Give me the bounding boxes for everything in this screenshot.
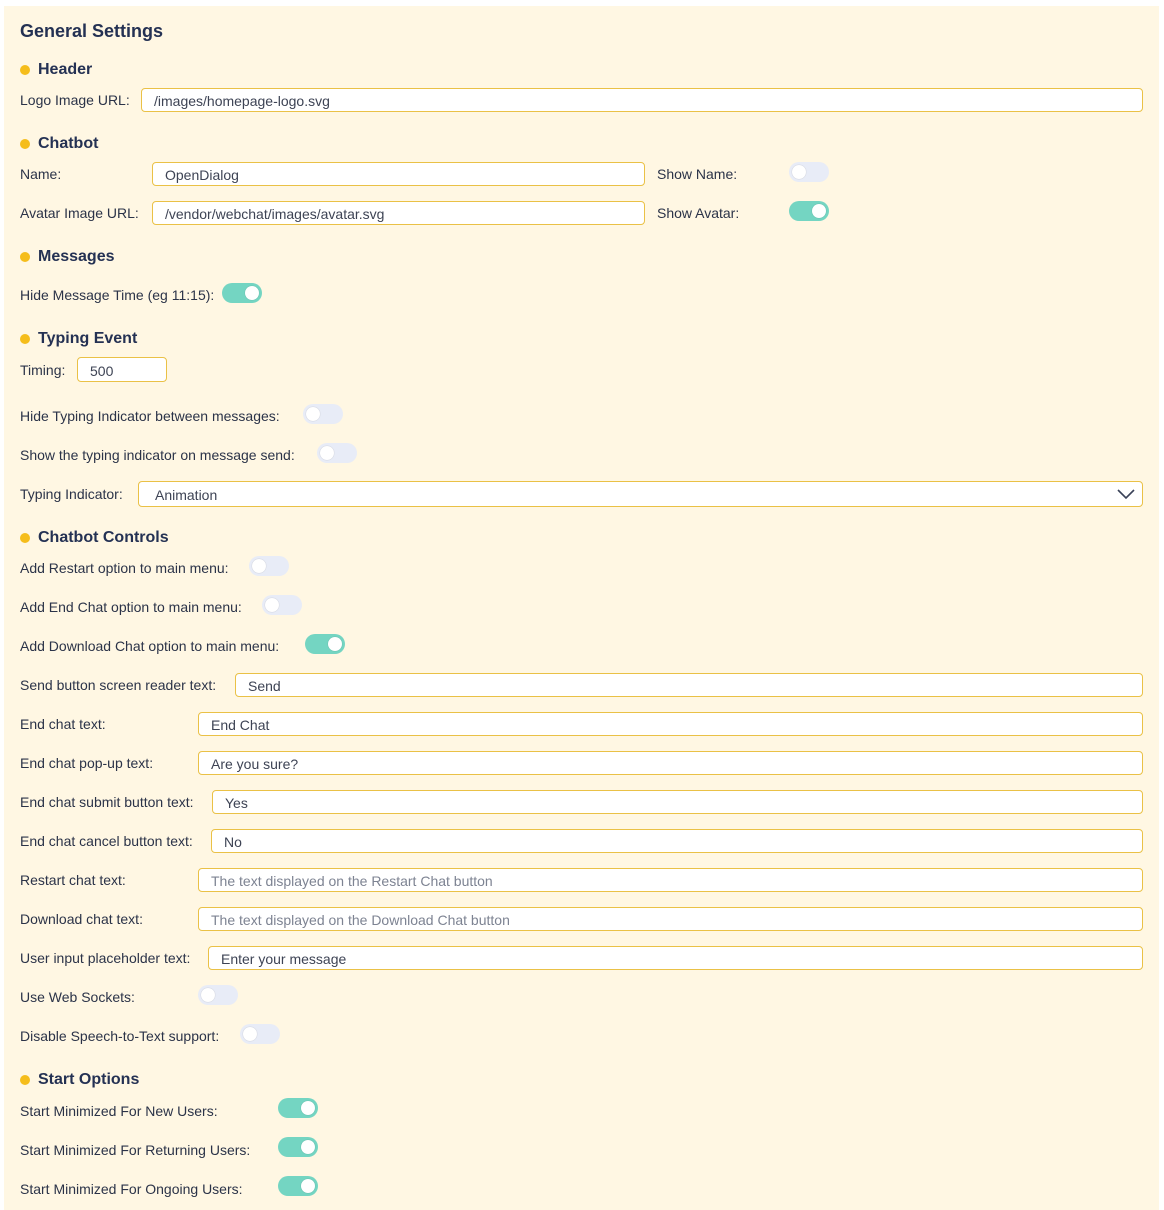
section-start-options: [20, 1071, 139, 1089]
add-restart-label: Add Restart option to main menu:: [20, 560, 229, 576]
add-restart-toggle[interactable]: [249, 556, 289, 576]
section-chatbot-controls: [20, 529, 169, 547]
timing-input[interactable]: [77, 357, 167, 382]
section-messages: [20, 248, 115, 266]
section-chatbot: [20, 135, 98, 153]
toggle-knob: [243, 1027, 257, 1041]
name-input[interactable]: [152, 162, 645, 186]
end-chat-text-input[interactable]: [198, 712, 1143, 736]
web-sockets-toggle[interactable]: [198, 985, 238, 1005]
show-avatar-label: Show Avatar:: [657, 205, 740, 221]
section-title: Header: [38, 61, 93, 78]
toggle-knob: [320, 446, 334, 460]
end-chat-submit-input[interactable]: [212, 790, 1143, 814]
restart-chat-text-input[interactable]: [198, 868, 1143, 892]
show-typing-on-send-label: Show the typing indicator on message send:: [20, 447, 295, 463]
end-chat-popup-input[interactable]: [198, 751, 1143, 775]
typing-indicator-select[interactable]: [138, 481, 1143, 507]
end-chat-cancel-label: End chat cancel button text:: [20, 833, 193, 849]
start-min-new-label: Start Minimized For New Users:: [20, 1103, 218, 1119]
avatar-url-label: Avatar Image URL:: [20, 205, 139, 221]
end-chat-text-label: End chat text:: [20, 716, 106, 732]
section-typing-event: [20, 330, 137, 348]
bullet-icon: [20, 533, 30, 543]
toggle-knob: [201, 988, 215, 1002]
toggle-knob: [301, 1179, 315, 1193]
show-name-label: Show Name:: [657, 166, 738, 182]
toggle-knob: [301, 1101, 315, 1115]
send-sr-text-input[interactable]: [235, 673, 1143, 697]
timing-label: Timing:: [20, 362, 66, 378]
toggle-knob: [328, 637, 342, 651]
typing-indicator-value: Animation: [155, 487, 218, 503]
section-title: Start Options: [38, 1071, 140, 1088]
toggle-knob: [265, 598, 279, 612]
section-title: Typing Event: [38, 330, 138, 347]
show-name-toggle[interactable]: [789, 162, 829, 182]
toggle-knob: [306, 407, 320, 421]
section-title: Chatbot Controls: [38, 529, 169, 546]
show-typing-on-send-toggle[interactable]: [317, 443, 357, 463]
download-chat-text-label: Download chat text:: [20, 911, 143, 927]
hide-typing-indicator-label: Hide Typing Indicator between messages:: [20, 408, 280, 424]
user-input-placeholder-input[interactable]: [208, 946, 1143, 970]
section-title: Messages: [38, 248, 115, 265]
typing-indicator-label: Typing Indicator:: [20, 486, 123, 502]
end-chat-popup-label: End chat pop-up text:: [20, 755, 154, 771]
add-download-chat-label: Add Download Chat option to main menu:: [20, 638, 280, 654]
toggle-knob: [245, 286, 259, 300]
bullet-icon: [20, 139, 30, 149]
add-end-chat-label: Add End Chat option to main menu:: [20, 599, 242, 615]
start-min-new-toggle[interactable]: [278, 1098, 318, 1118]
bullet-icon: [20, 252, 30, 262]
avatar-url-input[interactable]: [152, 201, 645, 225]
bullet-icon: [20, 334, 30, 344]
add-end-chat-toggle[interactable]: [262, 595, 302, 615]
chevron-down-icon: [1116, 485, 1136, 503]
bullet-icon: [20, 65, 30, 75]
toggle-knob: [252, 559, 266, 573]
restart-chat-text-label: Restart chat text:: [20, 872, 126, 888]
end-chat-cancel-input[interactable]: [211, 829, 1143, 853]
user-input-placeholder-label: User input placeholder text:: [20, 950, 191, 966]
logo-url-label: Logo Image URL:: [20, 92, 130, 108]
end-chat-submit-label: End chat submit button text:: [20, 794, 194, 810]
start-min-returning-toggle[interactable]: [278, 1137, 318, 1157]
toggle-knob: [792, 165, 806, 179]
disable-speech-label: Disable Speech-to-Text support:: [20, 1028, 220, 1044]
start-min-ongoing-toggle[interactable]: [278, 1176, 318, 1196]
bullet-icon: [20, 1075, 30, 1085]
name-label: Name:: [20, 166, 62, 182]
disable-speech-toggle[interactable]: [240, 1024, 280, 1044]
web-sockets-label: Use Web Sockets:: [20, 989, 135, 1005]
show-avatar-toggle[interactable]: [789, 201, 829, 221]
hide-typing-indicator-toggle[interactable]: [303, 404, 343, 424]
section-title: Chatbot: [38, 135, 99, 152]
add-download-chat-toggle[interactable]: [305, 634, 345, 654]
logo-url-input[interactable]: [141, 88, 1143, 112]
page-title: General Settings: [20, 21, 164, 41]
toggle-knob: [301, 1140, 315, 1154]
hide-message-time-label: Hide Message Time (eg 11:15):: [20, 287, 215, 303]
hide-message-time-toggle[interactable]: [222, 283, 262, 303]
send-sr-text-label: Send button screen reader text:: [20, 677, 217, 693]
section-header: [20, 61, 92, 79]
start-min-returning-label: Start Minimized For Returning Users:: [20, 1142, 251, 1158]
start-min-ongoing-label: Start Minimized For Ongoing Users:: [20, 1181, 243, 1197]
download-chat-text-input[interactable]: [198, 907, 1143, 931]
toggle-knob: [812, 204, 826, 218]
